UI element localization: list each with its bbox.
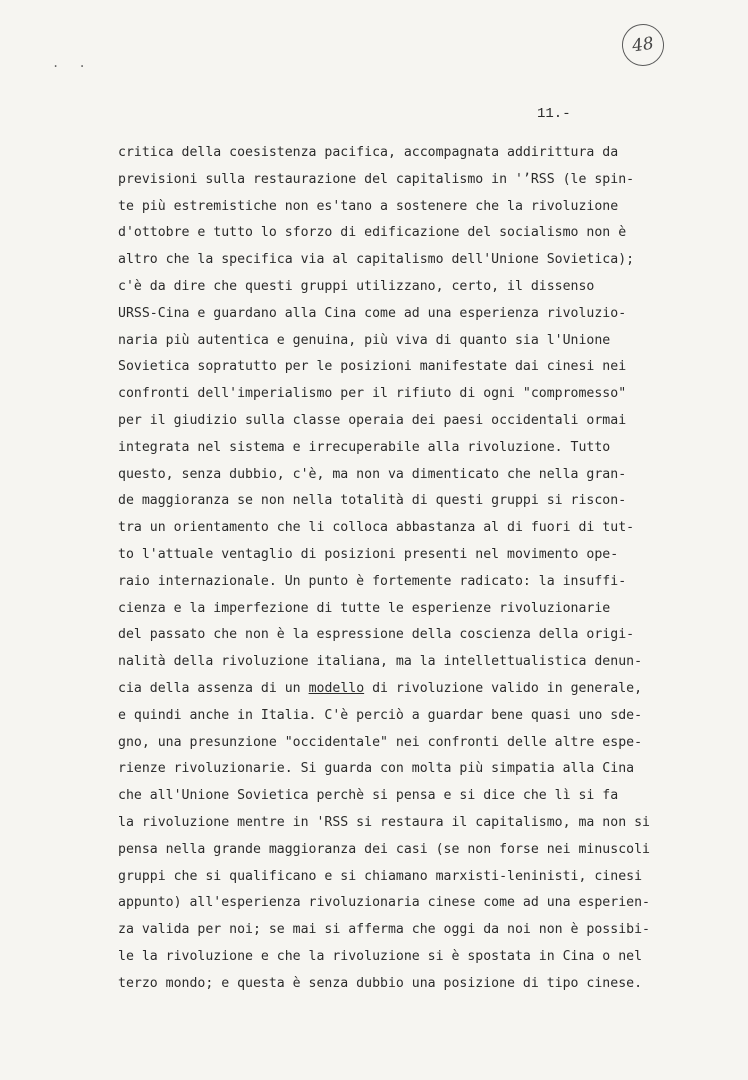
text-line: che all'Unione Sovietica perchè si pensa e si dice che lì si fa bbox=[118, 788, 619, 804]
text-line: del passato che non è la espressione della coscienza della origi- bbox=[118, 627, 635, 643]
text-line: la rivoluzione mentre in 'RSS si restaura il capitalismo, ma non si bbox=[118, 814, 650, 830]
text-line: previsioni sulla restaurazione del capitalismo in 'ʼRSS (le spin- bbox=[118, 171, 635, 187]
text-line bbox=[118, 676, 688, 703]
underlined-word: modello bbox=[308, 680, 365, 696]
text-line: appunto) all'esperienza rivoluzionaria cinese come ad una esperien- bbox=[118, 895, 650, 911]
text-line: tra un orientamento che li colloca abbastanza al di fuori di tut- bbox=[118, 520, 635, 536]
text-segment: cia della assenza di un bbox=[118, 680, 309, 696]
margin-marks: . . bbox=[52, 56, 92, 70]
text-line: confronti dell'imperialismo per il rifiuto di ogni "compromesso" bbox=[118, 386, 627, 402]
text-segment: di rivoluzione valido in generale, bbox=[364, 680, 643, 696]
text-line: terzo mondo; e questa è senza dubbio una posizione di tipo cinese. bbox=[118, 975, 643, 991]
page-number: 11.- bbox=[537, 106, 571, 122]
text-line: altro che la specifica via al capitalismo dell'Unione Sovietica); bbox=[118, 252, 635, 268]
text-line: Sovietica sopratutto per le posizioni manifestate dai cinesi nei bbox=[118, 359, 627, 375]
text-line: critica della coesistenza pacifica, accompagnata addirittura da bbox=[118, 145, 619, 160]
text-line: za valida per noi; se mai si afferma che oggi da noi non è possibi- bbox=[118, 922, 650, 938]
text-line: naria più autentica e genuina, più viva di quanto sia l'Unione bbox=[118, 332, 611, 348]
text-line: de maggioranza se non nella totalità di questi gruppi si riscon- bbox=[118, 493, 627, 509]
text-line: rienze rivoluzionarie. Si guarda con molta più simpatia alla Cina bbox=[118, 761, 635, 777]
text-line: gno, una presunzione "occidentale" nei confronti delle altre espe- bbox=[118, 734, 643, 750]
text-line: questo, senza dubbio, c'è, ma non va dimenticato che nella gran- bbox=[118, 466, 627, 482]
text-line: to l'attuale ventaglio di posizioni presenti nel movimento ope- bbox=[118, 546, 619, 562]
text-line: integrata nel sistema e irrecuperabile alla rivoluzione. Tutto bbox=[118, 439, 611, 455]
text-line: raio internazionale. Un punto è fortemente radicato: la insuffi- bbox=[118, 573, 627, 589]
text-line: gruppi che si qualificano e si chiamano marxisti-leninisti, cinesi bbox=[118, 868, 643, 884]
text-line: c'è da dire che questi gruppi utilizzano, certo, il dissenso bbox=[118, 278, 595, 294]
text-line: per il giudizio sulla classe operaia dei paesi occidentali ormai bbox=[118, 412, 627, 428]
text-line: pensa nella grande maggioranza dei casi (se non forse nei minuscoli bbox=[118, 841, 650, 857]
text-line: te più estremistiche non es'tano a sostenere che la rivoluzione bbox=[118, 198, 619, 214]
text-line: e quindi anche in Italia. C'è perciò a guardar bene quasi uno sde- bbox=[118, 707, 643, 723]
text-line: nalità della rivoluzione italiana, ma la intellettualistica denun- bbox=[118, 654, 643, 670]
archive-stamp: 48 bbox=[619, 21, 666, 68]
text-line: d'ottobre e tutto lo sforzo di edificazione del socialismo non è bbox=[118, 225, 627, 241]
typewritten-body bbox=[118, 140, 688, 998]
text-line: URSS-Cina e guardano alla Cina come ad una esperienza rivoluzio- bbox=[118, 305, 627, 321]
text-line: cienza e la imperfezione di tutte le esperienze rivoluzionarie bbox=[118, 600, 611, 616]
text-line: le la rivoluzione e che la rivoluzione si è spostata in Cina o nel bbox=[118, 948, 643, 964]
